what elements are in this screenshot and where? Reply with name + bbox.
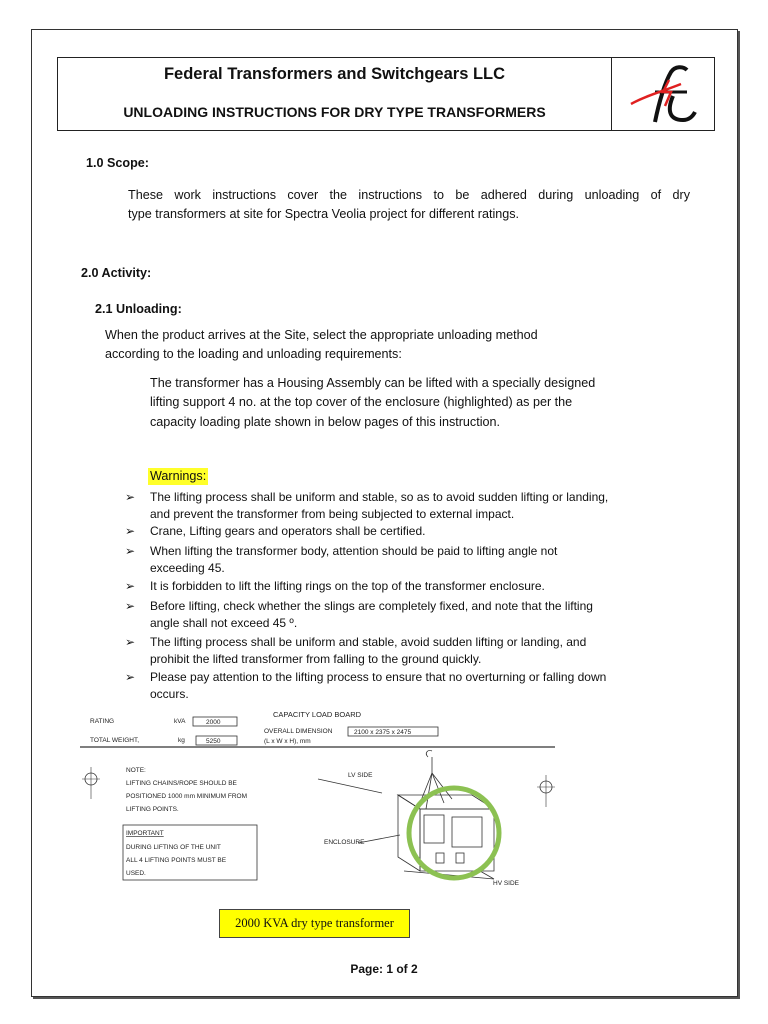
weight-value: 5250 <box>206 738 221 745</box>
arrow-bullet-icon: ➢ <box>125 544 136 558</box>
important-title: IMPORTANT <box>126 830 164 837</box>
unloading-intro-1: When the product arrives at the Site, select the appropriate unloading method <box>105 328 538 342</box>
header-divider <box>611 58 612 130</box>
warnings-label: Warnings: <box>150 469 207 483</box>
warning-text: The lifting process shall be uniform and stable, avoid sudden lifting or landing, and <box>150 635 587 649</box>
hv-side-label: HV SIDE <box>493 880 520 887</box>
dimension-sub: (L x W x H), mm <box>264 738 311 745</box>
note-line-3: LIFTING POINTS. <box>126 806 179 813</box>
note-title: NOTE: <box>126 767 146 774</box>
arrow-bullet-icon: ➢ <box>125 579 136 593</box>
important-line-3: USED. <box>126 870 146 877</box>
scope-line-1: These work instructions cover the instructions to be adhered during unloading of dry <box>128 188 690 202</box>
warning-text: Please pay attention to the lifting process to ensure that no overturning or falling down <box>150 670 607 684</box>
warning-text: Crane, Lifting gears and operators shall be certified. <box>150 524 426 538</box>
page-number: Page: 1 of 2 <box>350 962 418 976</box>
board-title: CAPACITY LOAD BOARD <box>273 710 362 719</box>
figure-caption: 2000 KVA dry type transformer <box>219 909 410 938</box>
document-header <box>57 57 715 131</box>
unloading-detail-2: lifting support 4 no. at the top cover of the enclosure (highlighted) as per the <box>150 395 573 409</box>
note-line-2: POSITIONED 1000 mm MINIMUM FROM <box>126 793 247 800</box>
important-line-1: DURING LIFTING OF THE UNIT <box>126 844 221 851</box>
capacity-load-board-drawing <box>80 703 555 896</box>
warning-text: It is forbidden to lift the lifting rings on the top of the transformer enclosure. <box>150 579 545 593</box>
rating-unit: kVA <box>174 718 186 725</box>
dimension-value: 2100 x 2375 x 2475 <box>354 729 412 736</box>
warning-text: exceeding 45. <box>150 560 225 575</box>
arrow-bullet-icon: ➢ <box>125 524 136 538</box>
rating-label: RATING <box>90 718 115 725</box>
dimension-label: OVERALL DIMENSION <box>264 728 333 735</box>
scope-heading: 1.0 Scope: <box>86 156 149 170</box>
activity-heading: 2.0 Activity: <box>81 266 152 280</box>
important-line-2: ALL 4 LIFTING POINTS MUST BE <box>126 857 227 864</box>
unloading-intro-2: according to the loading and unloading requirements: <box>105 347 402 361</box>
arrow-bullet-icon: ➢ <box>125 635 136 649</box>
document-title: UNLOADING INSTRUCTIONS FOR DRY TYPE TRANSFORMERS <box>123 104 546 120</box>
company-logo <box>625 62 701 126</box>
warning-text: prohibit the lifted transformer from falling to the ground quickly. <box>150 651 482 666</box>
unloading-detail-1: The transformer has a Housing Assembly can be lifted with a specially designed <box>150 376 596 390</box>
note-line-1: LIFTING CHAINS/ROPE SHOULD BE <box>126 780 237 787</box>
company-name: Federal Transformers and Switchgears LLC <box>163 65 506 83</box>
warning-text: and prevent the transformer from being subjected to external impact. <box>150 506 515 521</box>
warning-text: When lifting the transformer body, attention should be paid to lifting angle not <box>150 544 558 558</box>
warning-text: The lifting process shall be uniform and stable, so as to avoid sudden lifting or landing, <box>150 490 609 504</box>
enclosure-label: ENCLOSURE <box>324 839 365 846</box>
warning-text: Before lifting, check whether the slings are completely fixed, and note that the lifting <box>150 599 593 613</box>
unloading-detail-3: capacity loading plate shown in below pages of this instruction. <box>150 415 501 429</box>
weight-unit: kg <box>178 737 185 744</box>
unloading-heading: 2.1 Unloading: <box>95 302 182 316</box>
lv-side-label: LV SIDE <box>348 772 373 779</box>
warning-text: angle shall not exceed 45 º. <box>150 615 298 630</box>
arrow-bullet-icon: ➢ <box>125 599 136 613</box>
warning-text: occurs. <box>150 686 189 701</box>
arrow-bullet-icon: ➢ <box>125 670 136 684</box>
rating-value: 2000 <box>206 719 221 726</box>
arrow-bullet-icon: ➢ <box>125 490 136 504</box>
weight-label: TOTAL WEIGHT, <box>90 737 139 744</box>
scope-line-2: type transformers at site for Spectra Veolia project for different ratings. <box>128 207 520 221</box>
